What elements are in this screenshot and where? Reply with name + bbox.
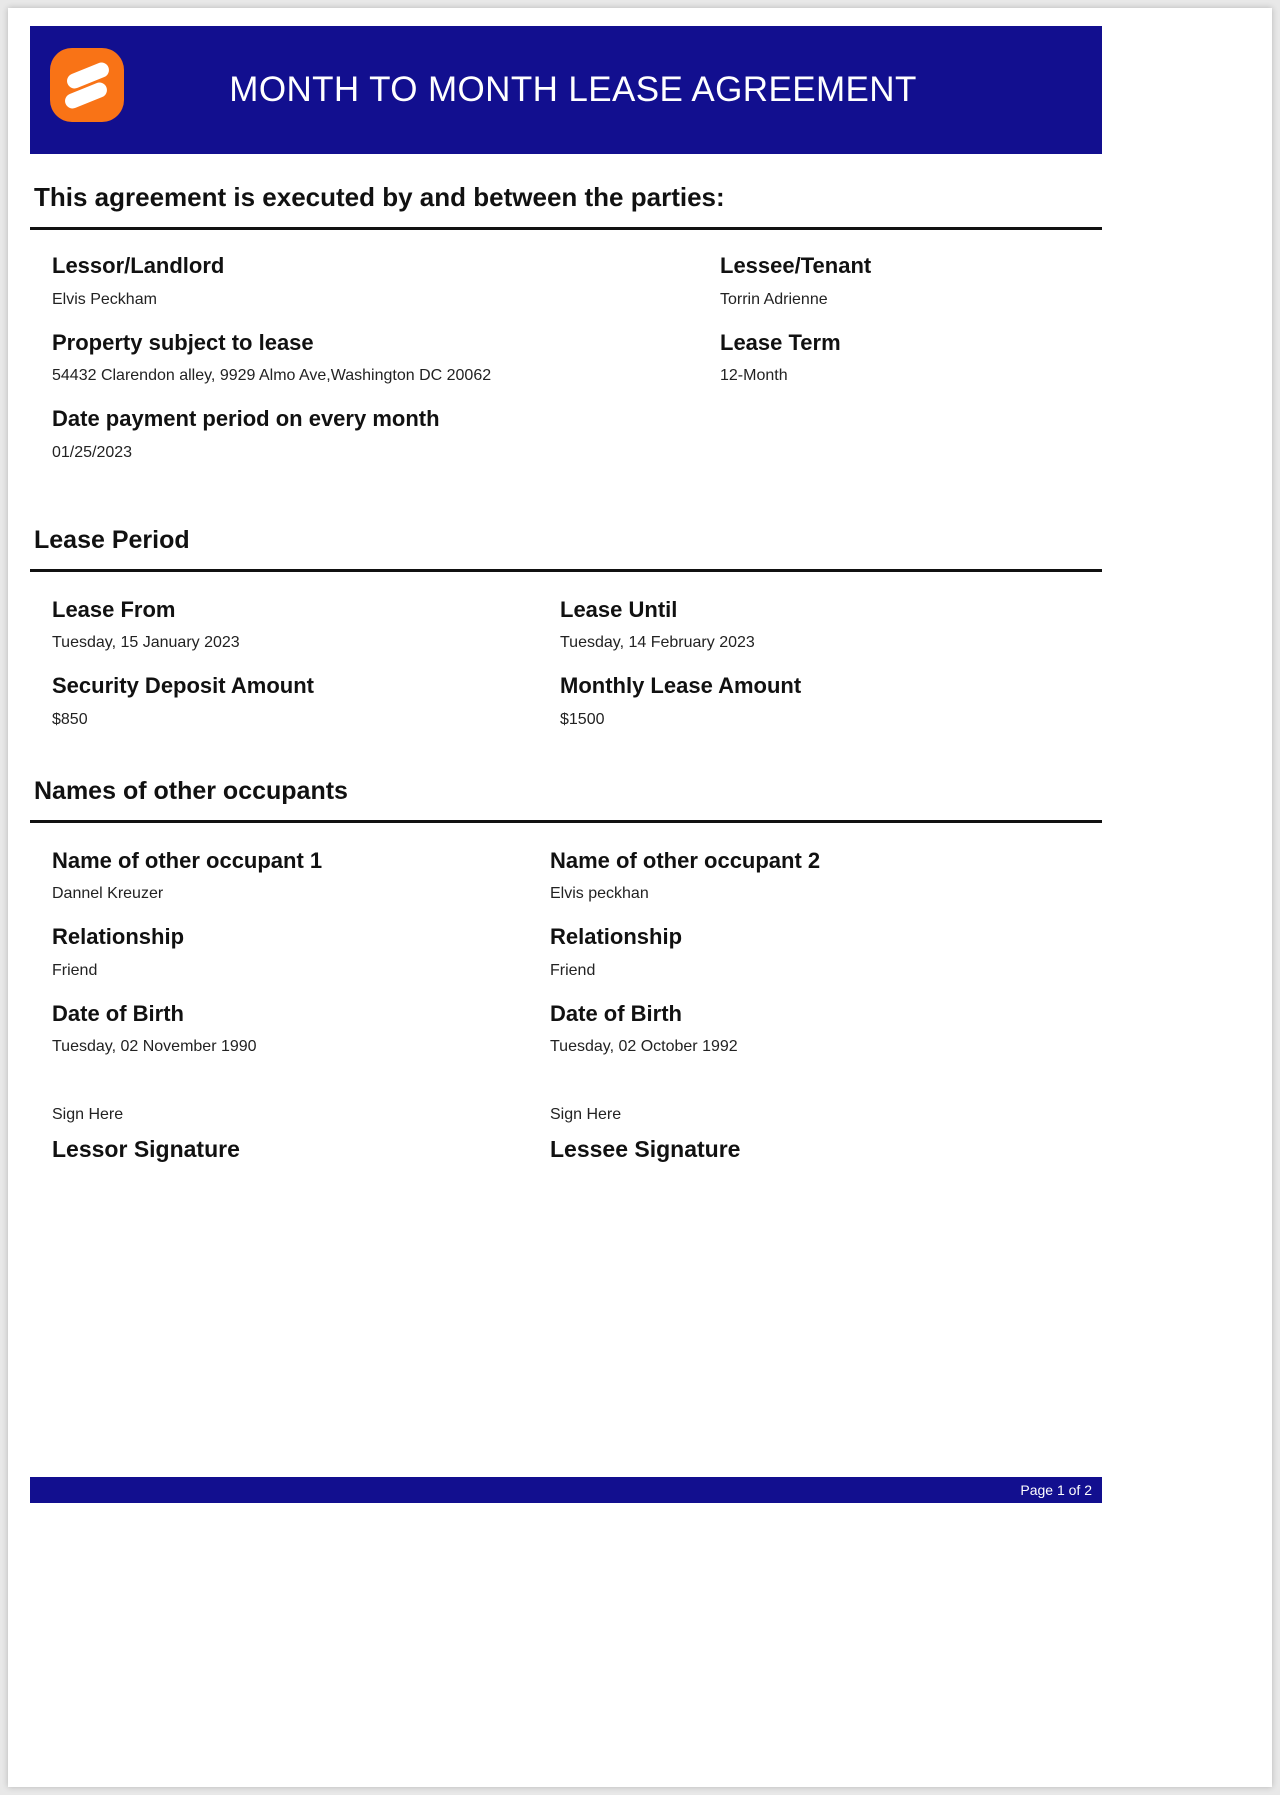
field-occupant2-name-label: Name of other occupant 2 (550, 847, 821, 873)
field-monthly-lease (560, 672, 1080, 731)
divider-lease-period (30, 569, 1102, 572)
field-lessee-value: Torrin Adrienne (720, 290, 828, 308)
document-body (30, 26, 1102, 1546)
field-lease-from-value: Tuesday, 15 January 2023 (52, 634, 240, 652)
brand-logo-icon (50, 48, 124, 122)
lessor-sign-here-hint: Sign Here (52, 1106, 124, 1124)
occupants-section (30, 847, 1102, 1164)
field-lease-until (560, 596, 1080, 655)
field-occupant2-name (550, 847, 1080, 906)
lessee-sign-here-hint: Sign Here (550, 1106, 622, 1124)
field-lease-term-label: Lease Term (720, 329, 841, 355)
field-occupant2-relationship-label: Relationship (550, 924, 683, 950)
field-monthly-lease-label: Monthly Lease Amount (560, 673, 802, 699)
field-occupant1-relationship-label: Relationship (52, 924, 185, 950)
field-property-value: 54432 Clarendon alley, 9929 Almo Ave,Washington DC 20062 (52, 367, 492, 385)
field-security-deposit (52, 672, 560, 731)
field-occupant1-dob-label: Date of Birth (52, 1000, 184, 1026)
field-security-deposit-label: Security Deposit Amount (52, 673, 314, 699)
field-occupant1-relationship-value: Friend (52, 961, 98, 979)
lease-period-left-column (30, 596, 560, 731)
field-occupant1-name (52, 847, 550, 906)
field-property-label: Property subject to lease (52, 329, 314, 355)
spacer-sig-left (52, 1076, 550, 1106)
field-occupant2-name-value: Elvis peckhan (550, 885, 649, 903)
field-lessor-label: Lessor/Landlord (52, 253, 225, 278)
field-property (52, 329, 720, 388)
section-title-lease-period: Lease Period (34, 525, 190, 554)
spacer-1 (30, 464, 1102, 526)
lessee-signature-block[interactable] (550, 1106, 1080, 1163)
document-footer (30, 1477, 1102, 1503)
field-monthly-lease-value: $1500 (560, 710, 605, 728)
lease-period-section (30, 596, 1102, 731)
agreement-intro-text: This agreement is executed by and between the parties: (34, 182, 725, 212)
field-lessor-value: Elvis Peckham (52, 290, 157, 308)
field-payment-date (52, 405, 720, 464)
field-occupant2-dob-label: Date of Birth (550, 1000, 682, 1026)
field-occupant2-relationship-value: Friend (550, 961, 596, 979)
field-occupant2-relationship (550, 923, 1080, 982)
section-title-occupants: Names of other occupants (34, 776, 348, 805)
lessee-signature-label: Lessee Signature (550, 1136, 741, 1163)
lessor-signature-block[interactable] (52, 1106, 550, 1163)
field-payment-date-label: Date payment period on every month (52, 406, 440, 432)
spacer-sig-right (550, 1076, 1080, 1106)
divider-occupants (30, 820, 1102, 823)
parties-section (30, 252, 1102, 464)
occupant-2-column (550, 847, 1080, 1164)
field-occupant1-dob (52, 1000, 550, 1059)
field-payment-date-value: 01/25/2023 (52, 443, 133, 461)
parties-right-column (720, 252, 1080, 464)
document-title: MONTH TO MONTH LEASE AGREEMENT (229, 70, 917, 109)
divider-parties (30, 227, 1102, 230)
field-lessee (720, 252, 1080, 311)
occupant-1-column (30, 847, 550, 1164)
field-occupant2-dob-value: Tuesday, 02 October 1992 (550, 1038, 738, 1056)
field-lease-from-label: Lease From (52, 596, 176, 622)
field-lease-until-value: Tuesday, 14 February 2023 (560, 634, 755, 652)
lessor-signature-label: Lessor Signature (52, 1136, 240, 1163)
field-lease-until-label: Lease Until (560, 596, 678, 622)
spacer-2 (30, 731, 1102, 777)
document-header-banner (30, 26, 1102, 154)
page-indicator: Page 1 of 2 (1020, 1482, 1092, 1498)
field-lessee-label: Lessee/Tenant (720, 253, 872, 278)
document-page (8, 8, 1272, 1787)
field-lease-term-value: 12-Month (720, 367, 788, 385)
field-lessor (52, 252, 720, 311)
field-occupant1-name-label: Name of other occupant 1 (52, 847, 323, 873)
lease-period-right-column (560, 596, 1080, 731)
field-lease-term (720, 329, 1080, 388)
field-occupant1-relationship (52, 923, 550, 982)
field-occupant1-dob-value: Tuesday, 02 November 1990 (52, 1038, 257, 1056)
parties-left-column (30, 252, 720, 464)
field-occupant2-dob (550, 1000, 1080, 1059)
field-security-deposit-value: $850 (52, 710, 88, 728)
field-lease-from (52, 596, 560, 655)
field-occupant1-name-value: Dannel Kreuzer (52, 885, 164, 903)
